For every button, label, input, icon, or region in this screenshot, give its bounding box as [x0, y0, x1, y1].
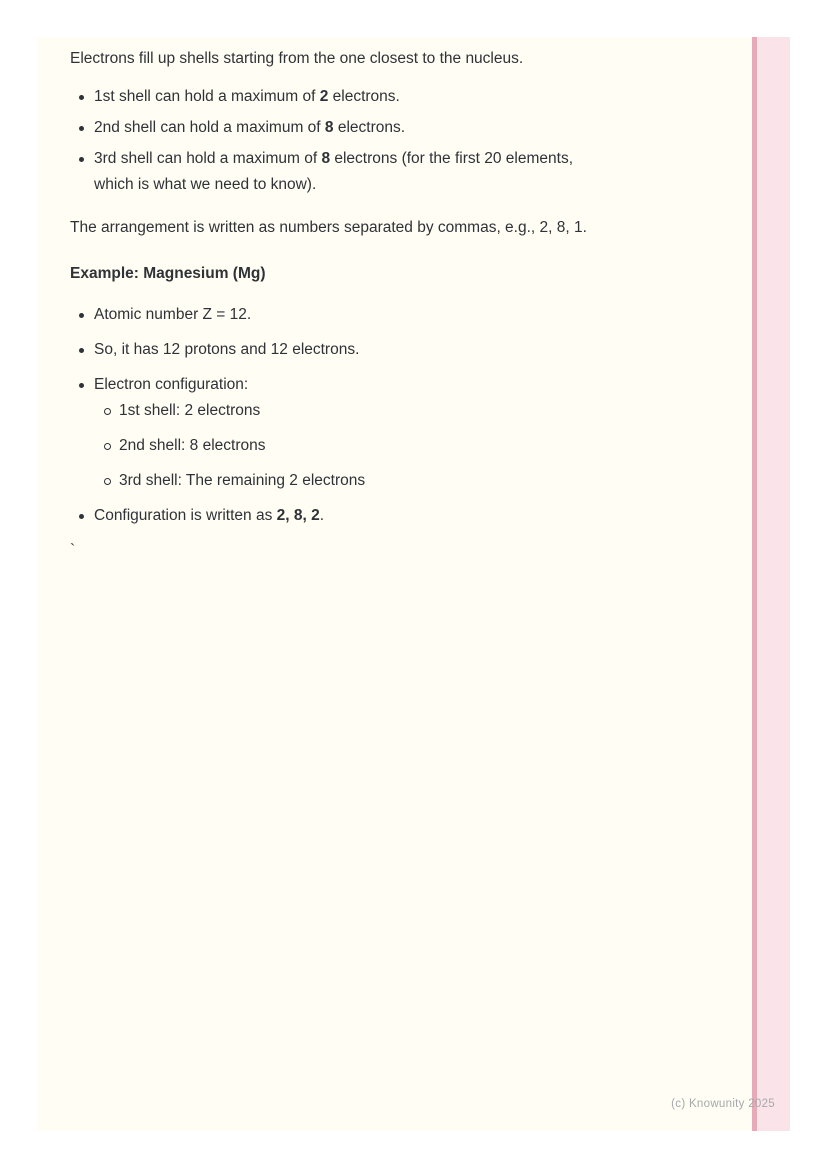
- list-item-text: Configuration is written as 2, 8, 2.: [94, 507, 325, 524]
- copyright-watermark: (c) Knowunity 2025: [671, 1098, 775, 1110]
- list-item-text: Atomic number Z = 12.: [94, 306, 252, 323]
- list-item-atomic-number: [70, 302, 710, 328]
- sub-list-item-shell-1: [94, 398, 710, 424]
- stray-character: `: [70, 542, 76, 559]
- arrangement-paragraph: The arrangement is written as numbers separated by commas, e.g., 2, 8, 1.: [70, 219, 587, 236]
- example-list: [70, 302, 710, 529]
- document-content: [70, 46, 710, 564]
- list-item-text: 3rd shell can hold a maximum of 8 electrons (for the first 20 elements, which is what we need to know).: [94, 150, 573, 193]
- list-item-shell-3: [70, 146, 710, 198]
- sub-list-item-text: 2nd shell: 8 electrons: [119, 437, 266, 454]
- list-item-electron-configuration: [70, 372, 710, 494]
- list-item-text: So, it has 12 protons and 12 electrons.: [94, 341, 360, 358]
- accent-stripe: [752, 37, 790, 1131]
- list-item-text: 2nd shell can hold a maximum of 8 electrons.: [94, 119, 406, 136]
- intro-paragraph: Electrons fill up shells starting from the one closest to the nucleus.: [70, 50, 524, 67]
- list-item-text: Electron configuration:: [94, 376, 249, 393]
- shell-rules-list: [70, 84, 710, 198]
- list-item-text: 1st shell can hold a maximum of 2 electrons.: [94, 88, 400, 105]
- sub-list-item-text: 1st shell: 2 electrons: [119, 402, 261, 419]
- list-item-configuration-written: [70, 503, 710, 529]
- example-heading: Example: Magnesium (Mg): [70, 265, 266, 282]
- list-item-shell-2: [70, 115, 710, 141]
- list-item-protons-electrons: [70, 337, 710, 363]
- sub-list-item-shell-3: [94, 468, 710, 494]
- sub-list-item-shell-2: [94, 433, 710, 459]
- sub-list-item-text: 3rd shell: The remaining 2 electrons: [119, 472, 366, 489]
- list-item-shell-1: [70, 84, 710, 110]
- document-page: [37, 37, 790, 1131]
- configuration-sublist: [94, 398, 710, 494]
